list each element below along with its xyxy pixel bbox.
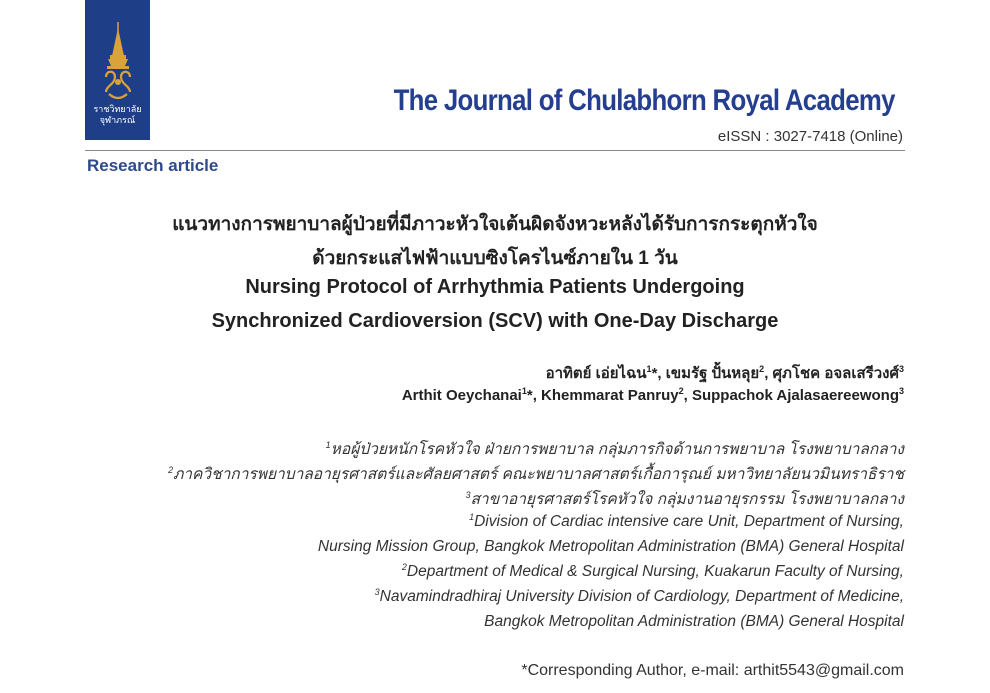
affiliation-text: Nursing Mission Group, Bangkok Metropolitan Administration (BMA) General Hospital [317, 538, 904, 556]
thai-title-line2: ด้วยกระแสไฟฟ้าแบบซิงโครไนซ์ภายใน 1 วัน [312, 248, 678, 269]
author-affiliation-number: 1 [646, 364, 652, 374]
author-affiliation-number: 2 [678, 386, 684, 396]
crown-emblem-icon [93, 22, 143, 102]
logo-text-line2: จุฬาภรณ์ [99, 115, 136, 125]
corresponding-author: *Corresponding Author, e-mail: arthit5543@gmail.com [521, 662, 904, 679]
english-title-line1: Nursing Protocol of Arrhythmia Patients Undergoing [245, 276, 745, 298]
author-name: Khemmarat Panruy [541, 387, 679, 404]
affiliation-text: ภาควิชาการพยาบาลอายุรศาสตร์และศัลยศาสตร์ คณะพยาบาลศาสตร์เกื้อการุณย์ มหาวิทยาลัยนวมินทราธิราช [173, 466, 904, 483]
affiliation-line [375, 587, 904, 606]
journal-title: The Journal of Chulabhorn Royal Academy [393, 84, 895, 117]
article-type-label: Research article [87, 156, 219, 175]
author-affiliation-number: 2 [759, 364, 765, 374]
affiliation-number: 3 [374, 587, 380, 597]
issn: eISSN : 3027-7418 (Online) [717, 128, 903, 145]
affiliation-number: 1 [325, 439, 331, 450]
header-divider [85, 150, 905, 151]
author-separator: , [683, 387, 692, 404]
author-separator: *, [651, 365, 666, 382]
affiliation-line [469, 512, 904, 531]
author-name: Suppachok Ajalasaereewong [691, 387, 899, 404]
logo-text-line1: ราชวิทยาลัย [93, 104, 142, 114]
authors-thai [546, 361, 904, 385]
affiliation-line [465, 486, 904, 511]
author-separator: *, [526, 387, 542, 404]
affiliation-text: สาขาอายุรศาสตร์โรคหัวใจ กลุ่มงานอายุรกรรม โรงพยาบาลกลาง [470, 491, 904, 508]
authors-english [402, 386, 904, 404]
journal-logo [85, 0, 150, 140]
affiliation-line [402, 562, 904, 581]
affiliation-number: 3 [465, 489, 471, 500]
affiliation-text: Division of Cardiac intensive care Unit, Department of Nursing, [474, 513, 904, 531]
affiliation-number: 2 [401, 562, 407, 572]
author-affiliation-number: 1 [521, 386, 527, 396]
author-name: อาทิตย์ เอ่ยไฉน [545, 365, 647, 382]
author-affiliation-number: 3 [898, 364, 904, 374]
affiliation-line [168, 461, 904, 486]
english-title-line2: Synchronized Cardioversion (SCV) with One-Day Discharge [211, 310, 779, 332]
affiliation-line [484, 612, 904, 631]
author-name: เขมรัฐ ปั้นหลุย [665, 365, 760, 382]
author-separator: , [764, 365, 773, 382]
affiliation-text: Navamindradhiraj University Division of Cardiology, Department of Medicine, [379, 588, 904, 606]
affiliation-number: 1 [469, 512, 475, 522]
author-name: Arthit Oeychanai [401, 387, 522, 404]
affiliation-line [318, 537, 904, 556]
affiliation-text: หอผู้ป่วยหนักโรคหัวใจ ฝ่ายการพยาบาล กลุ่มภารกิจด้านการพยาบาล โรงพยาบาลกลาง [330, 441, 904, 458]
author-name: ศุภโชค อจลเสรีวงศ์ [772, 365, 899, 382]
thai-title-line1: แนวทางการพยาบาลผู้ป่วยที่มีภาวะหัวใจเต้นผิดจังหวะหลังได้รับการกระตุกหัวใจ [172, 214, 818, 235]
affiliation-text: Bangkok Metropolitan Administration (BMA) General Hospital [484, 613, 904, 631]
affiliation-number: 2 [168, 464, 174, 475]
affiliation-text: Department of Medical & Surgical Nursing, Kuakarun Faculty of Nursing, [406, 563, 904, 581]
affiliation-line [326, 436, 904, 461]
author-affiliation-number: 3 [898, 386, 904, 396]
